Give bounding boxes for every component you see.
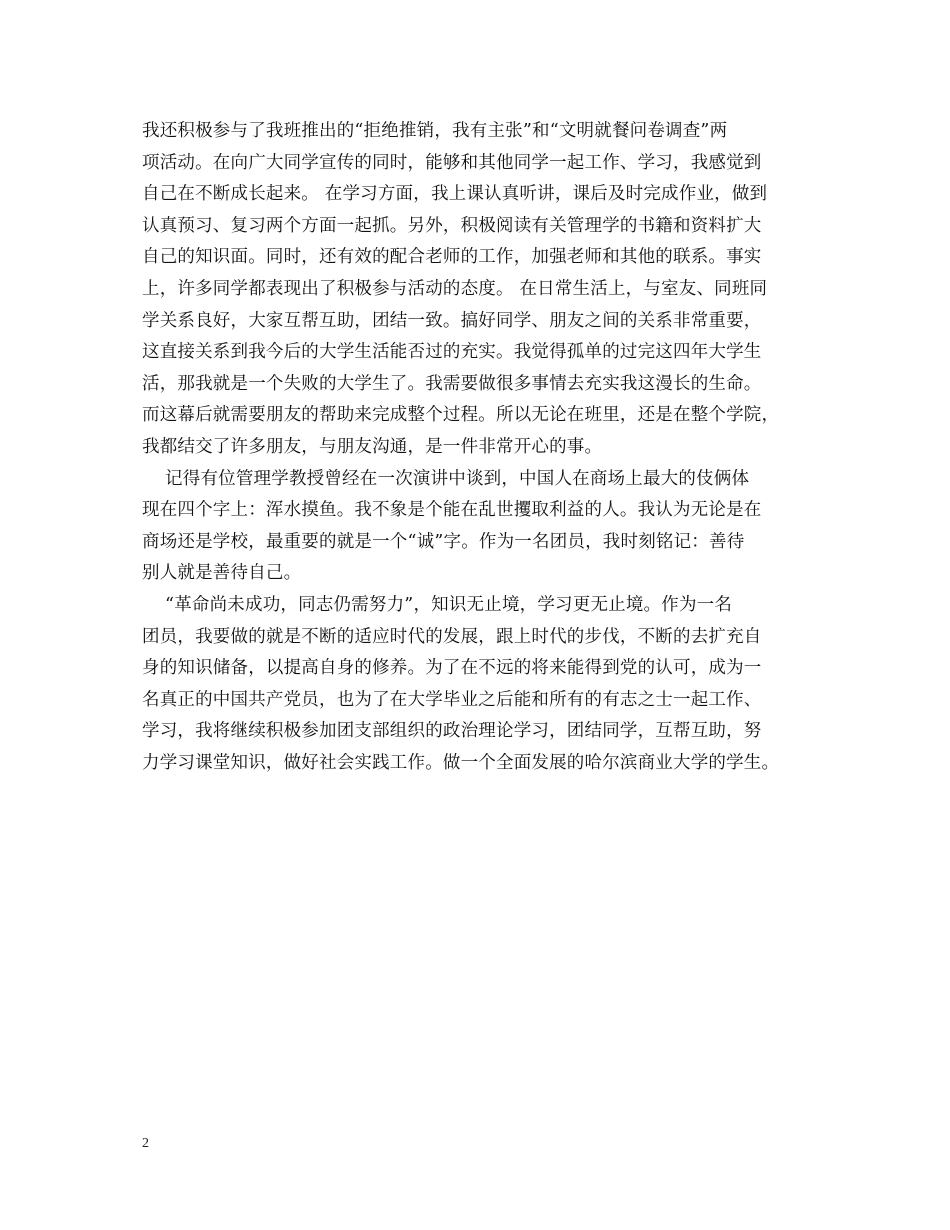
text-line: 力学习课堂知识，做好社会实践工作。做一个全面发展的哈尔滨商业大学的学生。 [142,752,780,773]
text-line: 我还积极参与了我班推出的“拒绝推销，我有主张”和“文明就餐问卷调查”两 [142,121,728,141]
text-line: 而这幕后就需要朋友的帮助来完成整个过程。所以无论在班里，还是在整个学院， [142,405,780,426]
body-text [142,116,832,779]
text-line: 商场还是学校，最重要的就是一个“诚”字。作为一名团员，我时刻铭记：善待 [142,531,745,552]
text-line: 上，许多同学都表现出了积极参与活动的态度。 在日常生活上，与室友、同班同 [142,278,768,299]
text-line: 认真预习、复习两个方面一起抓。另外，积极阅读有关管理学的书籍和资料扩大 [142,215,762,236]
text-line: “革命尚未成功，同志仍需努力”，知识无止境，学习更无止境。作为一名 [142,594,733,615]
text-line: 别人就是善待自己。 [142,563,302,584]
text-line: 学关系良好，大家互帮互助，团结一致。搞好同学、朋友之间的关系非常重要， [142,310,762,331]
text-line: 记得有位管理学教授曾经在一次演讲中谈到，中国人在商场上最大的伎俩体 [142,468,750,489]
text-line: 学习，我将继续积极参加团支部组织的政治理论学习，团结同学，互帮互助，努 [142,721,762,742]
text-line: 自己的知识面。同时，还有效的配合老师的工作，加强老师和其他的联系。事实 [142,247,762,268]
text-line: 这直接关系到我今后的大学生活能否过的充实。我觉得孤单的过完这四年大学生 [142,342,762,363]
text-line: 活，那我就是一个失败的大学生了。我需要做很多事情去充实我这漫长的生命。 [142,373,762,394]
text-line: 名真正的中国共产党员，也为了在大学毕业之后能和所有的有志之士一起工作、 [142,689,762,710]
text-line: 自己在不断成长起来。 在学习方面，我上课认真听讲，课后及时完成作业，做到 [142,184,768,205]
text-line: 团员，我要做的就是不断的适应时代的发展，跟上时代的步伐，不断的去扩充自 [142,626,762,647]
text-line: 现在四个字上：浑水摸鱼。我不象是个能在乱世攫取利益的人。我认为无论是在 [142,500,762,521]
text-line: 项活动。在向广大同学宣传的同时，能够和其他同学一起工作、学习，我感觉到 [142,152,762,173]
page-number: 2 [142,1136,149,1151]
text-line: 我都结交了许多朋友，与朋友沟通，是一件非常开心的事。 [142,436,603,457]
text-line: 身的知识储备，以提高自身的修养。为了在不远的将来能得到党的认可，成为一 [142,658,762,679]
